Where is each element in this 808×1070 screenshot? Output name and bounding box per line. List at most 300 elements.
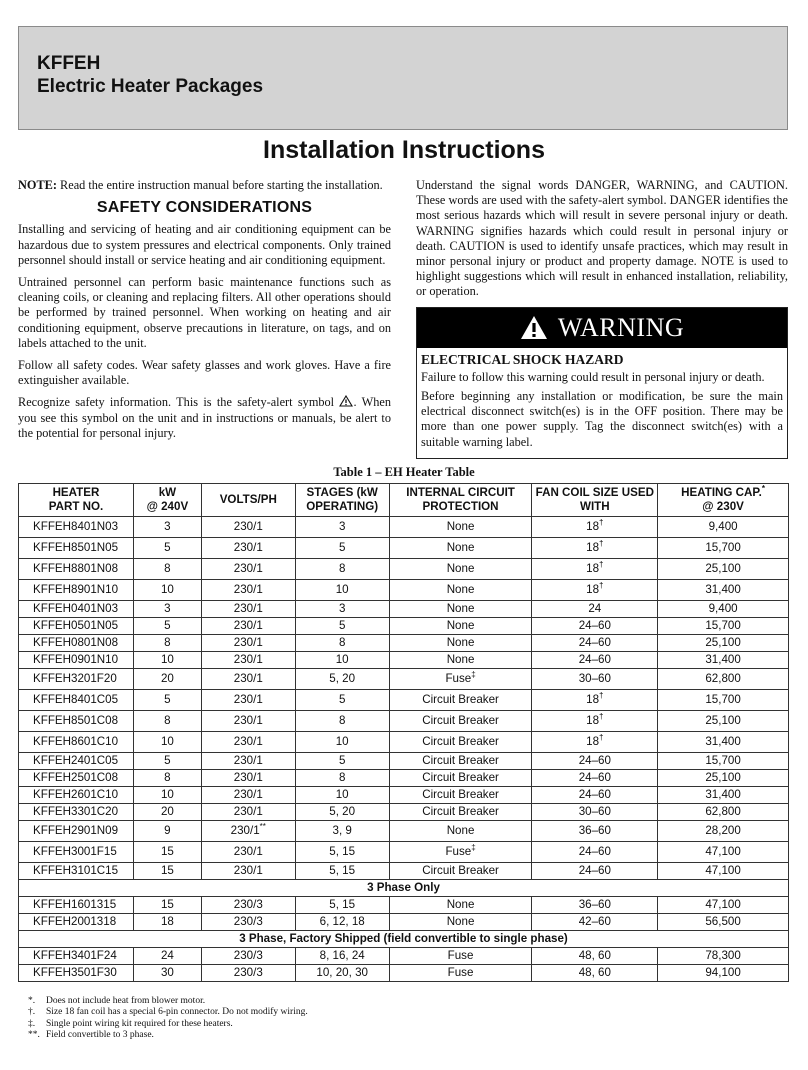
- cell-kw: [133, 559, 201, 580]
- cell-kw: [133, 965, 201, 982]
- cell-volts-value: 230/1: [233, 864, 263, 877]
- cell-fan-coil: [532, 753, 658, 770]
- cell-fan-coil-value: 18: [586, 693, 600, 706]
- cell-kw-value: 9: [164, 824, 171, 837]
- cell-part-no: [19, 690, 134, 711]
- cell-fan-coil: [532, 618, 658, 635]
- cell-part-no-value: KFFEH2901N09: [33, 824, 119, 837]
- cell-volts: [201, 914, 295, 931]
- cell-stages: [295, 635, 389, 652]
- cell-protection-value: None: [446, 602, 475, 615]
- cell-kw-value: 8: [164, 714, 171, 727]
- cell-heating-cap-value: 31,400: [705, 735, 741, 748]
- cell-kw-value: 8: [164, 771, 171, 784]
- cell-stages-value: 6, 12, 18: [319, 915, 365, 928]
- cell-part-no-value: KFFEH8801N08: [33, 562, 119, 575]
- cell-stages-value: 10: [335, 735, 349, 748]
- cell-heating-cap-value: 78,300: [705, 949, 741, 962]
- cell-protection: [389, 965, 532, 982]
- cell-fan-coil-value: 24–60: [578, 771, 611, 784]
- cell-heating-cap: [658, 842, 789, 863]
- cell-heating-cap-value: 15,700: [705, 619, 741, 632]
- cell-protection-value: Circuit Breaker: [422, 735, 499, 748]
- cell-heating-cap-value: 56,500: [705, 915, 741, 928]
- cell-kw-value: 8: [164, 562, 171, 575]
- cell-stages: [295, 753, 389, 770]
- cell-stages-value: 5, 15: [329, 864, 356, 877]
- cell-stages: [295, 538, 389, 559]
- cell-heating-cap: [658, 690, 789, 711]
- cell-stages-value: 3: [338, 520, 346, 533]
- cell-heating-cap: [658, 601, 789, 618]
- cell-heating-cap: [658, 863, 789, 880]
- cell-heating-cap-value: 31,400: [705, 653, 741, 666]
- header-volts: VOLTS/PH: [201, 484, 295, 517]
- header-fan-coil: FAN COIL SIZE USED WITH: [532, 484, 658, 517]
- table-row: [19, 618, 789, 635]
- cell-stages-value: 8: [338, 562, 346, 575]
- cell-part-no: [19, 863, 134, 880]
- cell-kw: [133, 842, 201, 863]
- cell-volts: [201, 821, 295, 842]
- cell-kw: [133, 821, 201, 842]
- cell-volts: [201, 669, 295, 690]
- cell-protection-value: None: [446, 619, 475, 632]
- cell-heating-cap: [658, 787, 789, 804]
- cell-fan-coil-value: 24–60: [578, 845, 611, 858]
- cell-kw-value: 15: [160, 898, 174, 911]
- safety-alert-icon: [339, 395, 353, 407]
- cell-heating-cap: [658, 559, 789, 580]
- cell-stages-value: 8: [338, 771, 346, 784]
- left-column: [18, 178, 391, 448]
- cell-part-no-value: KFFEH3001F15: [33, 845, 117, 858]
- cell-protection: [389, 580, 532, 601]
- cell-stages: [295, 517, 389, 538]
- cell-protection-value: None: [446, 898, 475, 911]
- cell-volts: [201, 538, 295, 559]
- cell-volts-value: 230/1: [233, 754, 263, 767]
- cell-stages: [295, 669, 389, 690]
- cell-heating-cap: [658, 732, 789, 753]
- cell-heating-cap-value: 15,700: [705, 754, 741, 767]
- footnote-text: Field convertible to 3 phase.: [46, 1030, 154, 1041]
- cell-kw-value: 3: [164, 602, 171, 615]
- table-row: [19, 601, 789, 618]
- cell-heating-cap-value: 25,100: [705, 771, 741, 784]
- table-row: [19, 690, 789, 711]
- cell-kw-value: 20: [160, 672, 174, 685]
- cell-fan-coil: [532, 821, 658, 842]
- cell-heating-cap: [658, 652, 789, 669]
- cell-protection: [389, 842, 532, 863]
- cell-volts: [201, 618, 295, 635]
- cell-protection: [389, 753, 532, 770]
- cell-kw-value: 10: [160, 583, 174, 596]
- cell-fan-coil: [532, 965, 658, 982]
- cell-stages-value: 10: [335, 583, 349, 596]
- table-row: [19, 821, 789, 842]
- cell-heating-cap-value: 15,700: [705, 693, 741, 706]
- cell-kw: [133, 652, 201, 669]
- cell-part-no-value: KFFEH8501N05: [33, 541, 119, 554]
- table-row: [19, 948, 789, 965]
- cell-fan-coil: [532, 897, 658, 914]
- header-stages: STAGES (kW OPERATING): [295, 484, 389, 517]
- cell-kw: [133, 580, 201, 601]
- cell-heating-cap: [658, 580, 789, 601]
- cell-protection-mark: ‡: [471, 670, 476, 680]
- table-row: [19, 804, 789, 821]
- cell-kw-value: 3: [164, 520, 171, 533]
- cell-protection-value: None: [446, 520, 475, 533]
- header-kw: kW @ 240V: [133, 484, 201, 517]
- cell-protection-value: None: [446, 636, 475, 649]
- cell-volts-value: 230/1: [233, 805, 263, 818]
- cell-heating-cap-value: 25,100: [705, 562, 741, 575]
- footnote-mark: *.: [28, 996, 36, 1006]
- cell-volts-value: 230/1: [233, 562, 263, 575]
- cell-fan-coil-value: 24–60: [578, 788, 611, 801]
- cell-part-no-value: KFFEH3201F20: [33, 672, 117, 685]
- cell-heating-cap: [658, 669, 789, 690]
- cell-volts-value: 230/1: [233, 735, 263, 748]
- cell-heating-cap: [658, 711, 789, 732]
- warning-line-2: Before beginning any installation or modification, be sure the main electrical disconnect switch(es) is in the OFF position. There may be more than one power supply. Tag the disconnect switch(es) with a suitable warning label.: [421, 389, 783, 449]
- cell-protection-value: None: [446, 583, 475, 596]
- section-three-phase: 3 Phase Only: [19, 880, 789, 897]
- cell-heating-cap-value: 15,700: [705, 541, 741, 554]
- cell-stages: [295, 897, 389, 914]
- cell-volts-value: 230/3: [233, 898, 263, 911]
- cell-kw: [133, 669, 201, 690]
- table-row: [19, 711, 789, 732]
- cell-stages: [295, 732, 389, 753]
- cell-kw: [133, 914, 201, 931]
- cell-volts-value: 230/1: [233, 653, 263, 666]
- cell-stages: [295, 804, 389, 821]
- table-row: [19, 669, 789, 690]
- cell-part-no: [19, 652, 134, 669]
- cell-protection-value: None: [446, 824, 475, 837]
- cell-volts-value: 230/1: [233, 693, 263, 706]
- cell-part-no: [19, 669, 134, 690]
- cell-protection: [389, 635, 532, 652]
- cell-part-no: [19, 821, 134, 842]
- cell-stages-value: 3: [338, 602, 346, 615]
- cell-fan-coil-value: 18: [586, 562, 600, 575]
- header-part-no: HEATER PART NO.: [19, 484, 134, 517]
- cell-fan-coil: [532, 652, 658, 669]
- cell-fan-coil-mark: †: [599, 691, 604, 701]
- cell-part-no: [19, 897, 134, 914]
- cell-protection: [389, 821, 532, 842]
- cell-part-no: [19, 732, 134, 753]
- cell-protection: [389, 538, 532, 559]
- note-paragraph: [18, 178, 391, 193]
- cell-volts-value: 230/3: [233, 915, 263, 928]
- cell-part-no-value: KFFEH2601C10: [33, 788, 119, 801]
- note-text: Read the entire instruction manual before starting the installation.: [60, 178, 383, 192]
- footnote: [28, 1019, 308, 1030]
- section-row: [19, 931, 789, 948]
- warning-box: [416, 307, 788, 459]
- single-phase-rows: [19, 517, 789, 880]
- cell-fan-coil-value: 30–60: [578, 672, 611, 685]
- cell-heating-cap-value: 31,400: [705, 583, 741, 596]
- cell-protection: [389, 897, 532, 914]
- cell-protection-value: Circuit Breaker: [422, 788, 499, 801]
- cell-volts-value: 230/1: [233, 788, 263, 801]
- cell-heating-cap-value: 9,400: [708, 602, 738, 615]
- cell-heating-cap: [658, 538, 789, 559]
- cell-kw-value: 8: [164, 636, 171, 649]
- table-row: [19, 652, 789, 669]
- factory-section: [19, 931, 789, 948]
- cell-kw-value: 15: [160, 845, 174, 858]
- table-row: [19, 842, 789, 863]
- cell-kw: [133, 601, 201, 618]
- cell-kw: [133, 787, 201, 804]
- cell-fan-coil-value: 36–60: [578, 898, 611, 911]
- product-code: KFFEH: [37, 53, 101, 74]
- cell-protection: [389, 863, 532, 880]
- cell-volts-value: 230/1: [233, 714, 263, 727]
- cell-kw: [133, 753, 201, 770]
- section-factory-shipped: 3 Phase, Factory Shipped (field convertible to single phase): [19, 931, 789, 948]
- cell-fan-coil-value: 24–60: [578, 653, 611, 666]
- cell-volts: [201, 842, 295, 863]
- cell-kw: [133, 732, 201, 753]
- cell-fan-coil-mark: †: [599, 539, 604, 549]
- cell-volts: [201, 580, 295, 601]
- cell-volts-value: 230/1: [233, 583, 263, 596]
- cell-volts: [201, 753, 295, 770]
- footnotes: [28, 996, 308, 1042]
- cell-heating-cap-value: 94,100: [705, 966, 741, 979]
- cell-protection: [389, 770, 532, 787]
- right-column: [416, 178, 788, 459]
- product-subtitle: Electric Heater Packages: [37, 76, 264, 97]
- cell-volts-value: 230/1: [233, 636, 263, 649]
- cell-part-no-value: KFFEH0901N10: [33, 653, 119, 666]
- cell-fan-coil: [532, 559, 658, 580]
- cell-stages: [295, 770, 389, 787]
- cell-kw: [133, 770, 201, 787]
- cell-heating-cap: [658, 897, 789, 914]
- cell-protection-value: Circuit Breaker: [422, 754, 499, 767]
- cell-protection: [389, 690, 532, 711]
- three-phase-section: [19, 880, 789, 897]
- cell-volts: [201, 690, 295, 711]
- cell-volts-value: 230/1: [233, 520, 263, 533]
- cell-stages-value: 10: [335, 788, 349, 801]
- cell-fan-coil-mark: †: [599, 518, 604, 528]
- cell-volts: [201, 965, 295, 982]
- footnote: [28, 1007, 308, 1018]
- cell-heating-cap-value: 47,100: [705, 845, 741, 858]
- cell-fan-coil: [532, 635, 658, 652]
- cell-heating-cap-value: 47,100: [705, 898, 741, 911]
- cell-protection: [389, 948, 532, 965]
- cell-heating-cap-value: 9,400: [708, 520, 738, 533]
- warning-bar: [417, 308, 787, 348]
- cell-kw: [133, 948, 201, 965]
- cell-part-no-value: KFFEH0401N03: [33, 602, 119, 615]
- section-row: [19, 880, 789, 897]
- cell-part-no: [19, 538, 134, 559]
- cell-protection: [389, 669, 532, 690]
- cell-stages: [295, 711, 389, 732]
- safety-p4-tail: . When you see this symbol on the unit and in instructions or manuals, be alert to the potential for personal injury.: [18, 395, 391, 440]
- cell-volts: [201, 804, 295, 821]
- cell-volts: [201, 711, 295, 732]
- table-row: [19, 863, 789, 880]
- cell-part-no-value: KFFEH3101C15: [33, 864, 119, 877]
- table-row: [19, 897, 789, 914]
- cell-stages: [295, 652, 389, 669]
- cell-fan-coil-value: 24–60: [578, 636, 611, 649]
- cell-kw: [133, 804, 201, 821]
- cell-heating-cap: [658, 804, 789, 821]
- cell-fan-coil: [532, 787, 658, 804]
- cell-heating-cap-value: 62,800: [705, 672, 741, 685]
- cell-kw: [133, 635, 201, 652]
- cell-part-no: [19, 842, 134, 863]
- cell-protection-mark: ‡: [471, 843, 476, 853]
- cell-protection-value: Fuse: [445, 672, 472, 685]
- cell-part-no-value: KFFEH1601315: [33, 898, 117, 911]
- cell-heating-cap: [658, 770, 789, 787]
- cell-stages: [295, 863, 389, 880]
- cell-stages: [295, 618, 389, 635]
- cell-part-no: [19, 559, 134, 580]
- cell-protection: [389, 652, 532, 669]
- document-title: Installation Instructions: [263, 136, 545, 164]
- safety-p4-lead: Recognize safety information. This is the safety-alert symbol: [18, 395, 335, 410]
- cell-part-no: [19, 618, 134, 635]
- cell-volts-mark: **: [259, 822, 266, 832]
- cell-part-no: [19, 635, 134, 652]
- cell-kw-value: 30: [160, 966, 174, 979]
- cell-fan-coil: [532, 517, 658, 538]
- cell-kw: [133, 711, 201, 732]
- cell-protection-value: None: [446, 562, 475, 575]
- cell-volts-value: 230/1: [233, 771, 263, 784]
- cell-fan-coil-value: 30–60: [578, 805, 611, 818]
- cell-stages-value: 3, 9: [332, 824, 352, 837]
- cell-protection-value: Fuse: [445, 845, 472, 858]
- cell-stages-value: 5, 15: [329, 898, 356, 911]
- cell-volts-value: 230/1: [233, 602, 263, 615]
- cell-kw-value: 20: [160, 805, 174, 818]
- cell-fan-coil-value: 24–60: [578, 619, 611, 632]
- cell-part-no-value: KFFEH3301C20: [33, 805, 119, 818]
- cell-volts-value: 230/1: [233, 541, 263, 554]
- cell-kw-value: 5: [164, 693, 171, 706]
- cell-fan-coil-mark: †: [599, 560, 604, 570]
- cell-protection-value: None: [446, 915, 475, 928]
- note-label: NOTE:: [18, 178, 57, 192]
- cell-part-no-value: KFFEH2001318: [33, 915, 117, 928]
- cell-stages-value: 5: [338, 541, 346, 554]
- cell-protection-value: Fuse: [447, 966, 474, 979]
- cell-part-no-value: KFFEH8401C05: [33, 693, 119, 706]
- cell-stages-value: 5, 15: [329, 845, 356, 858]
- table-caption: Table 1 – EH Heater Table: [333, 465, 475, 479]
- cell-volts-value: 230/1: [233, 672, 263, 685]
- cell-fan-coil-value: 24–60: [578, 754, 611, 767]
- cell-fan-coil: [532, 690, 658, 711]
- table-row: [19, 559, 789, 580]
- cell-stages-value: 10, 20, 30: [316, 966, 368, 979]
- footnote: [28, 996, 308, 1007]
- cell-fan-coil: [532, 770, 658, 787]
- table-header-row: [19, 484, 789, 517]
- cell-volts: [201, 770, 295, 787]
- cell-part-no: [19, 753, 134, 770]
- cell-fan-coil-value: 18: [586, 735, 600, 748]
- cell-heating-cap-value: 47,100: [705, 864, 741, 877]
- table-row: [19, 538, 789, 559]
- cell-part-no: [19, 914, 134, 931]
- cell-protection-value: Circuit Breaker: [422, 771, 499, 784]
- cell-fan-coil-mark: †: [599, 733, 604, 743]
- hazard-title: ELECTRICAL SHOCK HAZARD: [421, 351, 624, 367]
- cell-kw: [133, 517, 201, 538]
- cell-fan-coil-mark: †: [599, 712, 604, 722]
- cell-part-no-value: KFFEH3401F24: [33, 949, 117, 962]
- footnote-text: Size 18 fan coil has a special 6-pin connector. Do not modify wiring.: [46, 1007, 308, 1018]
- header-protection: INTERNAL CIRCUIT PROTECTION: [389, 484, 532, 517]
- cell-protection: [389, 601, 532, 618]
- cell-fan-coil: [532, 669, 658, 690]
- cell-stages: [295, 821, 389, 842]
- cell-fan-coil: [532, 804, 658, 821]
- cell-part-no-value: KFFEH0801N08: [33, 636, 119, 649]
- footnote-mark: ‡.: [28, 1018, 36, 1029]
- cell-stages-value: 10: [335, 653, 349, 666]
- cell-stages: [295, 787, 389, 804]
- cell-heating-cap: [658, 753, 789, 770]
- cell-part-no: [19, 804, 134, 821]
- cell-kw-value: 10: [160, 735, 174, 748]
- cell-protection: [389, 711, 532, 732]
- cell-volts: [201, 732, 295, 753]
- cell-part-no-value: KFFEH8901N10: [33, 583, 119, 596]
- cell-part-no-value: KFFEH0501N05: [33, 619, 119, 632]
- cell-kw-value: 10: [160, 653, 174, 666]
- cell-stages-value: 8: [338, 636, 346, 649]
- cell-fan-coil-value: 18: [586, 583, 600, 596]
- table-row: [19, 580, 789, 601]
- cell-protection: [389, 618, 532, 635]
- cell-volts: [201, 863, 295, 880]
- cell-volts: [201, 787, 295, 804]
- cell-heating-cap-value: 62,800: [705, 805, 741, 818]
- cell-part-no: [19, 711, 134, 732]
- safety-heading: SAFETY CONSIDERATIONS: [96, 199, 313, 217]
- cell-volts: [201, 897, 295, 914]
- cell-fan-coil: [532, 732, 658, 753]
- cell-fan-coil-value: 18: [586, 714, 600, 727]
- table-row: [19, 517, 789, 538]
- cell-part-no-value: KFFEH3501F30: [33, 966, 117, 979]
- cell-stages: [295, 580, 389, 601]
- cell-volts: [201, 948, 295, 965]
- cell-protection-value: Fuse: [447, 949, 474, 962]
- cell-part-no-value: KFFEH2501C08: [33, 771, 119, 784]
